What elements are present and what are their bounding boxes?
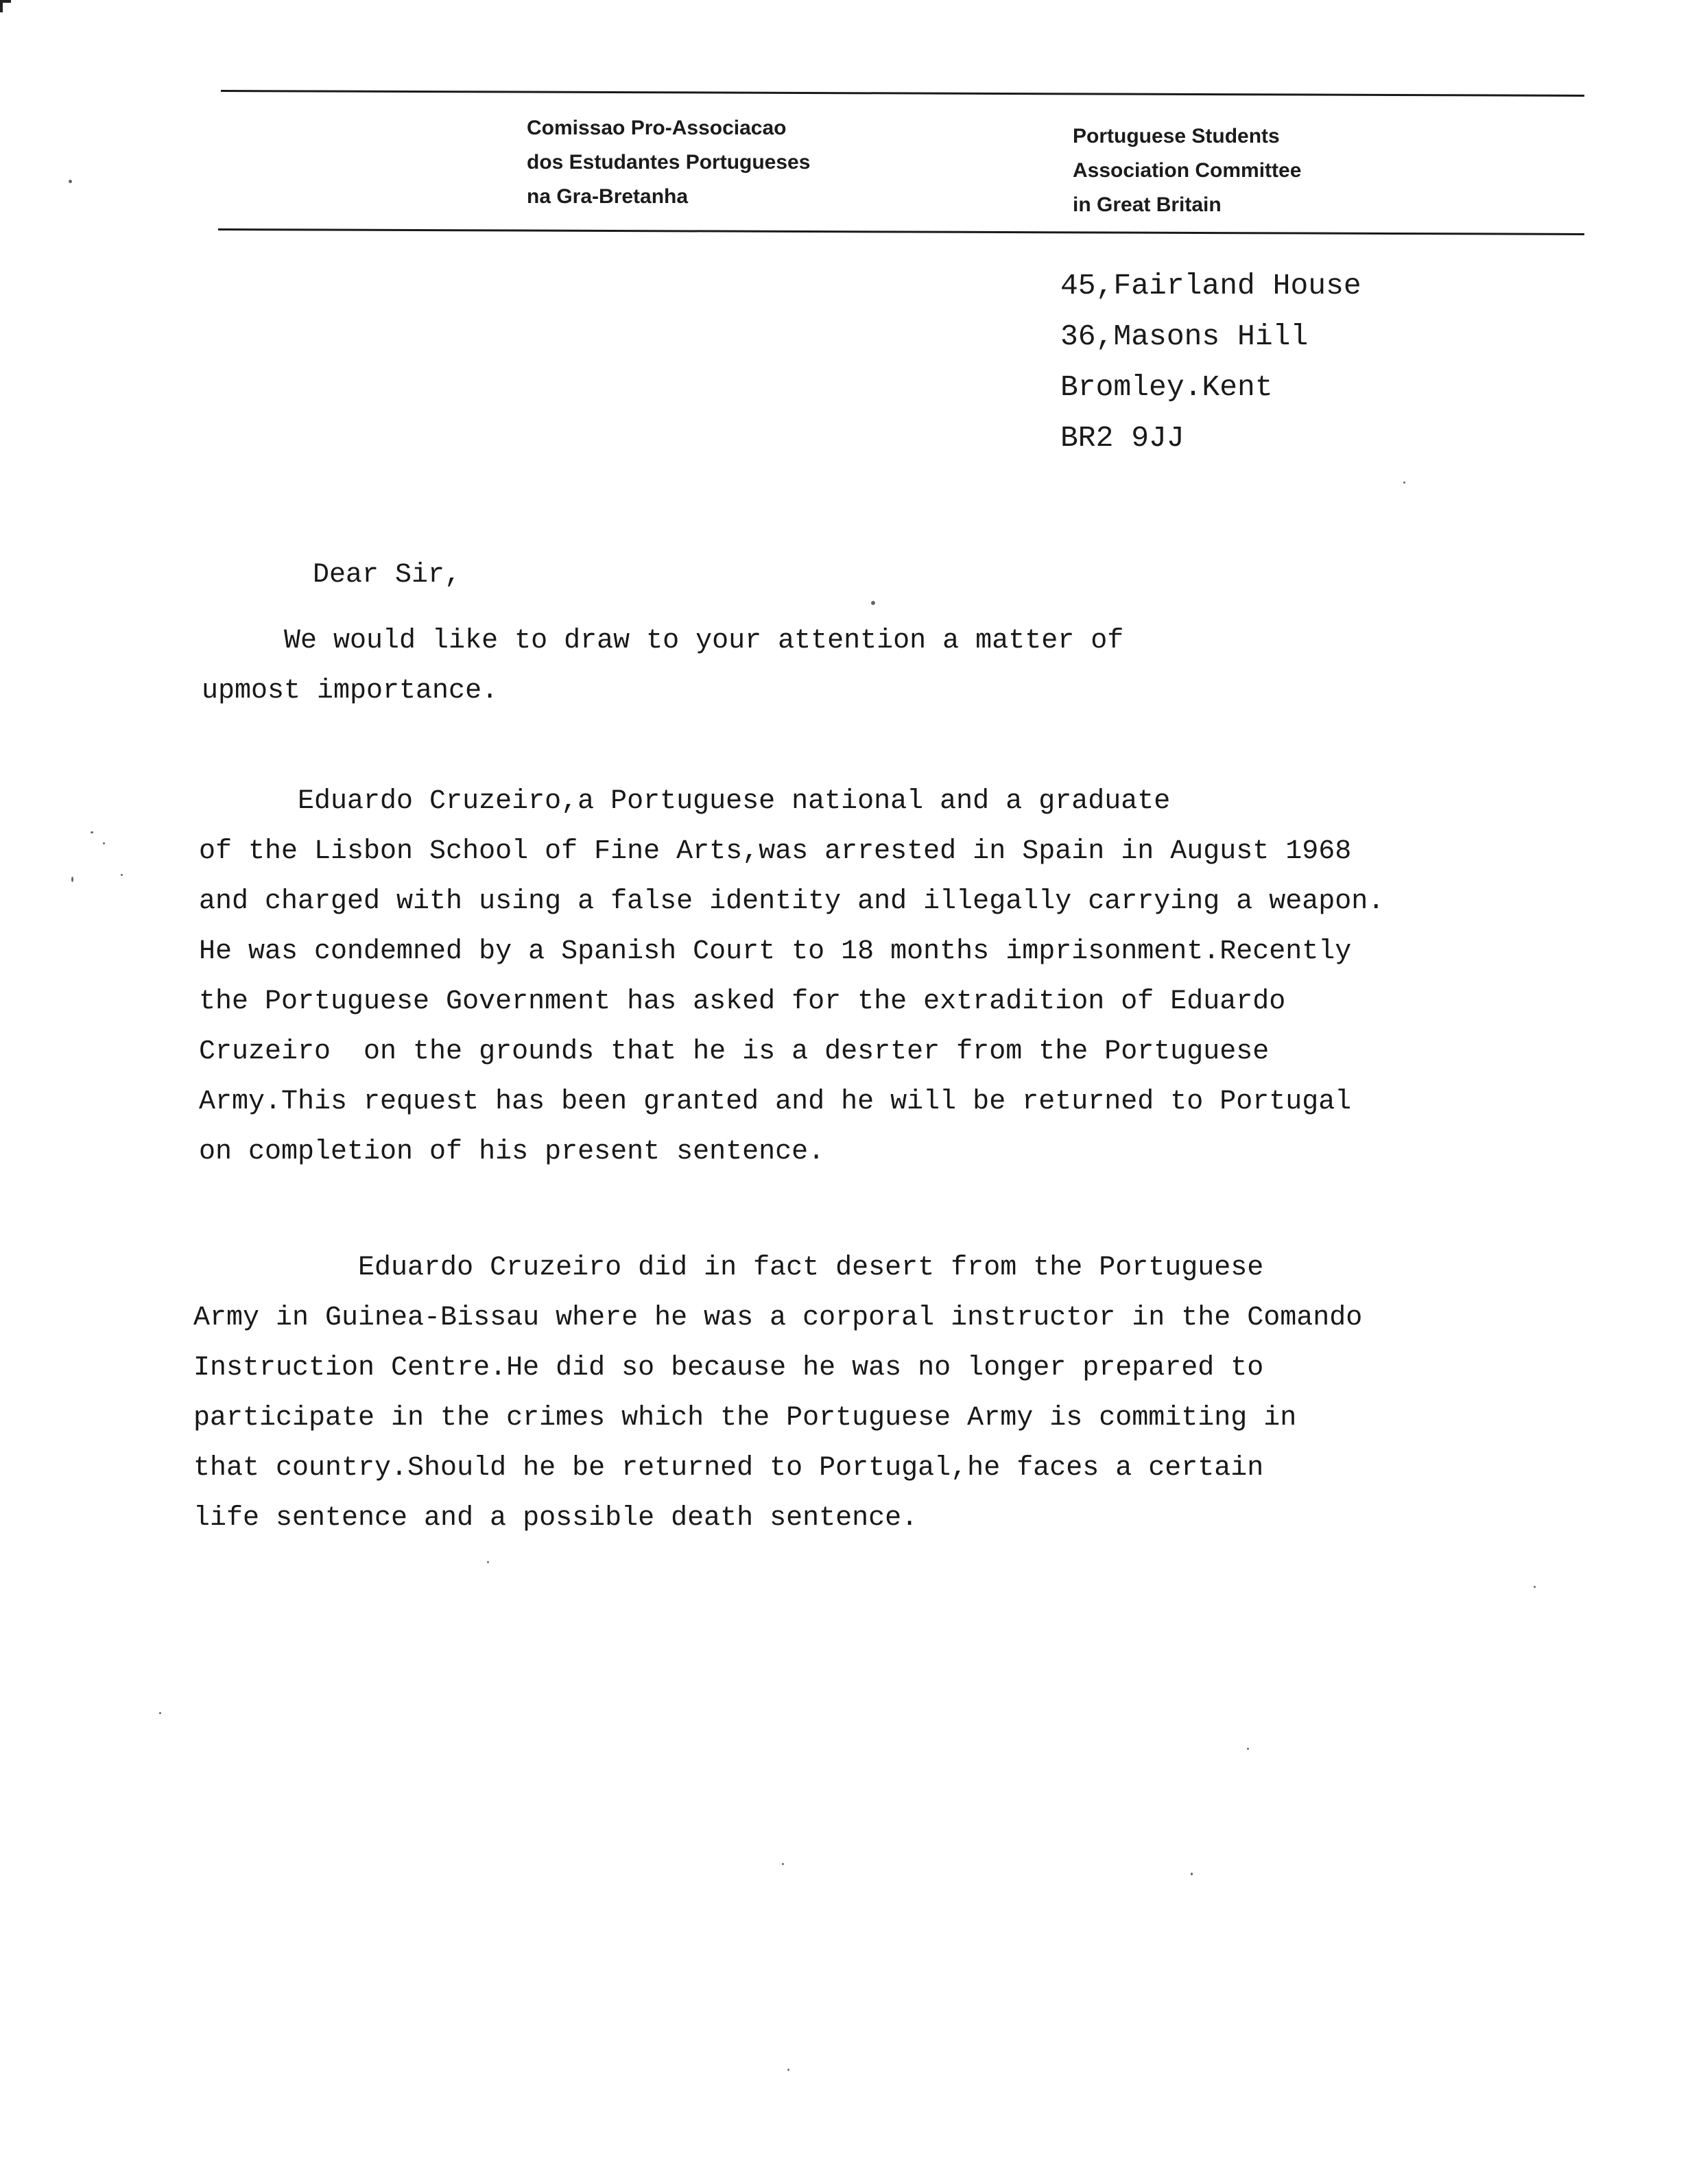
scan-speck bbox=[1191, 1873, 1193, 1875]
letterhead-left-line: Comissao Pro-Associacao bbox=[527, 117, 787, 139]
paragraph-line: Instruction Centre.He did so because he was no longer prepared to bbox=[193, 1353, 1264, 1384]
paragraph-line: life sentence and a possible death sentence. bbox=[193, 1503, 918, 1534]
paragraph-line: the Portuguese Government has asked for the extradition of Eduardo bbox=[199, 986, 1286, 1017]
paragraph-line: of the Lisbon School of Fine Arts,was arrested in Spain in August 1968 bbox=[199, 836, 1352, 867]
address-line: BR2 9JJ bbox=[1060, 421, 1185, 455]
address-line: 45,Fairland House bbox=[1060, 269, 1361, 302]
paragraph-line: He was condemned by a Spanish Court to 18 months imprisonment.Recently bbox=[199, 936, 1352, 967]
letterhead-right-line: Portuguese Students bbox=[1073, 125, 1280, 147]
paragraph-arrest bbox=[199, 776, 1384, 1177]
paragraph-line: Eduardo Cruzeiro did in fact desert from the Portuguese bbox=[193, 1253, 1264, 1283]
paragraph-line: and charged with using a false identity and illegally carrying a weapon. bbox=[199, 886, 1385, 917]
paragraph-line: Eduardo Cruzeiro,a Portuguese national and a graduate bbox=[199, 786, 1171, 817]
letterhead-english-name bbox=[1073, 119, 1301, 222]
letterhead-left-line: na Gra-Bretanha bbox=[527, 185, 689, 208]
scan-speck bbox=[871, 601, 875, 605]
salutation: Dear Sir, bbox=[313, 560, 462, 591]
letterhead-top-rule bbox=[221, 90, 1584, 97]
letterhead-bottom-rule bbox=[218, 228, 1584, 235]
paragraph-intro bbox=[202, 616, 1123, 716]
paragraph-line: that country.Should he be returned to Portugal,he faces a certain bbox=[193, 1453, 1264, 1484]
scan-speck bbox=[69, 180, 72, 183]
scan-speck bbox=[71, 877, 73, 882]
sender-address bbox=[1060, 261, 1361, 464]
scan-speck bbox=[121, 874, 123, 876]
scan-speck bbox=[1534, 1586, 1536, 1588]
paragraph-line: We would like to draw to your attention a matter of bbox=[202, 626, 1124, 656]
scan-speck bbox=[1247, 1748, 1249, 1750]
scan-speck bbox=[1403, 482, 1405, 484]
scan-speck bbox=[91, 831, 93, 833]
scan-speck bbox=[787, 2069, 789, 2071]
letterhead-right-line: in Great Britain bbox=[1073, 193, 1222, 216]
scan-speck bbox=[103, 842, 105, 844]
letterhead-left-line: dos Estudantes Portugueses bbox=[527, 151, 811, 174]
letterhead-right-line: Association Committee bbox=[1073, 159, 1302, 182]
scan-speck bbox=[159, 1712, 161, 1714]
paragraph-line: on completion of his present sentence. bbox=[199, 1137, 825, 1167]
paragraph-desertion bbox=[193, 1243, 1362, 1543]
address-line: 36,Masons Hill bbox=[1060, 320, 1309, 353]
paragraph-line: Army.This request has been granted and he will be returned to Portugal bbox=[199, 1087, 1352, 1117]
scan-corner-mark bbox=[0, 0, 11, 12]
scan-speck bbox=[487, 1561, 489, 1563]
address-line: Bromley.Kent bbox=[1060, 370, 1273, 404]
paragraph-line: upmost importance. bbox=[202, 676, 499, 707]
letterhead-portuguese-name bbox=[527, 111, 810, 214]
paragraph-line: Army in Guinea-Bissau where he was a corporal instructor in the Comando bbox=[193, 1303, 1363, 1333]
paragraph-line: Cruzeiro on the grounds that he is a desrter from the Portuguese bbox=[199, 1036, 1270, 1067]
scan-speck bbox=[782, 1863, 784, 1865]
paragraph-line: participate in the crimes which the Portuguese Army is commiting in bbox=[193, 1403, 1297, 1434]
